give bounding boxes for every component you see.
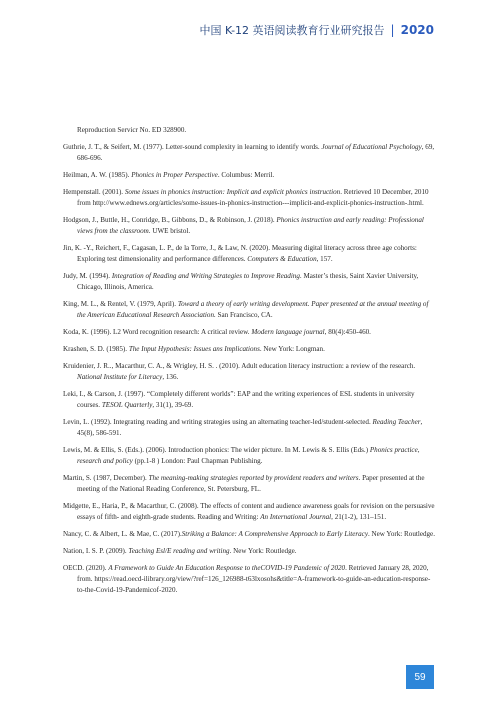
page-number: 59 <box>414 671 426 683</box>
reference-list <box>63 125 435 602</box>
reference-entry: Kruidenier, J. R.., Macarthur, C. A., & Wrigley, H. S. . (2010). Adult education literacy instruction: a review of the research. National Institute for Literacy, 136. <box>63 362 416 381</box>
reference-entry: Martin, S. (1987, December). The meaning-making strategies reported by provident readers and writers. Paper presented at the meeting of the National Reading Conference, St. Petersburg, FL. <box>63 474 425 493</box>
reference-entry: Judy, M. (1994). Integration of Reading and Writing Strategies to Improve Reading. Master’s thesis, Saint Xavier University, Chicago, Illinois, America. <box>63 272 419 291</box>
reference-entry: Midgette, E., Haria, P., & Macarthur, C. (2008). The effects of content and audience awareness goals for revision on the persuasive essays of fifth- and eighth-grade students. Reading and Writing: An International Journal, 21(1-2), 131–151. <box>63 502 435 521</box>
reference-entry: King, M. L., & Rentel, V. (1979, April). Toward a theory of early writing development. Paper presented at the annual meeting of the American Educational Research Association. San Francisco, CA. <box>63 300 429 319</box>
reference-entry: Levin, L. (1992). Integrating reading and writing strategies using an alternating teacher-led/student-selected. Reading Teacher, 45(8), 586-591. <box>63 418 423 437</box>
page-number-badge <box>406 665 434 689</box>
reference-entry: Heilman, A. W. (1985). Phonics in Proper Perspective. Columbus: Merril. <box>63 171 275 179</box>
reference-entry: Krashen, S. D. (1985). The Input Hypothesis: Issues ans Implications. New York: Longman. <box>63 345 325 353</box>
reference-entry: Reproduction Servicr No. ED 328900. <box>77 126 187 134</box>
reference-entry: Koda, K. (1996). L2 Word recognition research: A critical review. Modern language journal, 80(4):450-460. <box>63 328 371 336</box>
reference-entry: Lewis, M. & Ellis, S. (Eds.). (2006). Introduction phonics: The wider picture. In M. Lewis & S. Ellis (Eds.) Phonics practice, research and policy (pp.1-8 ) London: Paul Chapman Publishing. <box>63 446 420 465</box>
report-year: 2020 <box>400 23 434 37</box>
reference-entry: Jin, K. -Y., Reichert, F., Cagasan, L. P., de la Torre, J., & Law, N. (2020). Measuring digital literacy across three age cohorts: Exploring test dimensionality and performance differences. Computers & Education, 157. <box>63 244 417 263</box>
report-title: 中国 K-12 英语阅读教育行业研究报告 <box>199 24 385 37</box>
reference-entry: OECD. (2020). A Framework to Guide An Education Response to theCOVID-19 Pandemic of 2020. Retrieved January 28, 2020, from. https://read.oecd-ilibrary.org/view/?ref=126_126988-t63lxosohs&title=A-framework-to-guide-an-education-response-to-the-Covid-19-Pandemicof-2020. <box>63 564 431 594</box>
reference-entry: Guthrie, J. T., & Seifert, M. (1977). Letter-sound complexity in learning to identify words. Journal of Educational Psychology, 69, 686-696. <box>63 143 435 162</box>
reference-entry: Leki, I., & Carson, J. (1997). “Completely different worlds”: EAP and the writing experiences of ESL students in university courses. TESOL Quarterly, 31(1), 39-69. <box>63 390 415 409</box>
page-header <box>200 22 434 38</box>
reference-entry: Hodgson, J., Buttle, H., Conridge, B., Gibbons, D., & Robinson, J. (2018). Phonics instruction and early reading: Professional views from the classroom. UWE bristol. <box>63 216 424 235</box>
header-separator: | <box>390 23 395 37</box>
reference-entry: Nancy, C. & Albert, L. & Mae, C. (2017).Striking a Balance: A Comprehensive Approach to Early Literacy. New York: Routledge. <box>63 530 435 538</box>
reference-entry: Nation, I. S. P. (2009). Teaching Esl/E reading and writing. New York: Routledge. <box>63 547 297 555</box>
reference-entry: Hempenstall. (2001). Some issues in phonics instruction: Implicit and explicit phonics instruction. Retrieved 10 December, 2010 from http://www.ednews.org/articles/some-issues-in-phonics-instruction---implicit-and-explicit-phonics-instruction-.html. <box>63 188 429 207</box>
